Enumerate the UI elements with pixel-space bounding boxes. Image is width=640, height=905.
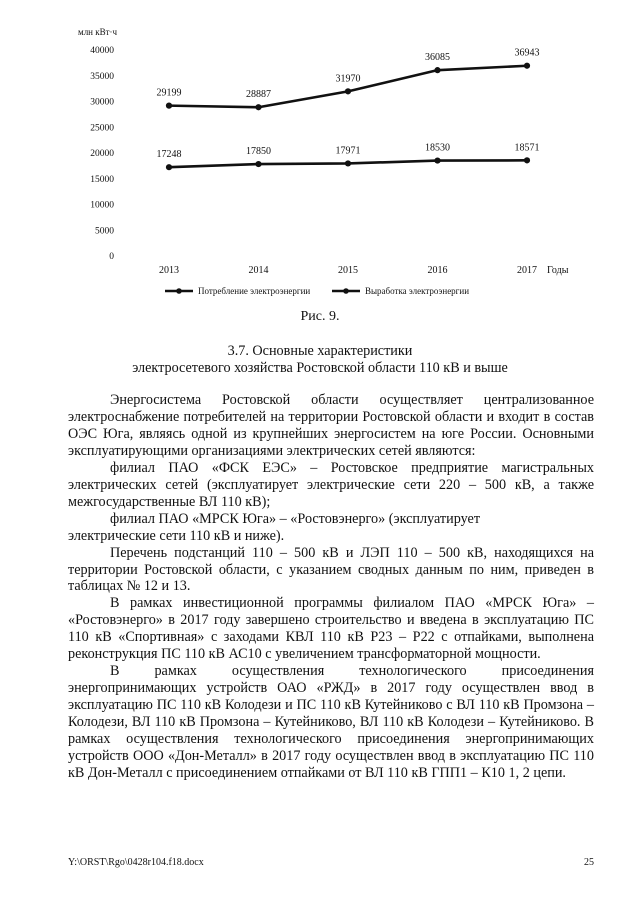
y-tick-label: 15000 [90, 174, 114, 185]
x-tick-label: 2016 [427, 265, 448, 276]
data-point [345, 88, 351, 94]
legend [165, 286, 469, 296]
series-line [169, 66, 527, 107]
data-point [434, 67, 440, 73]
x-tick-label: 2017 [517, 265, 537, 276]
x-tick-label: 2013 [159, 265, 179, 276]
legend-entry-label: Выработка электроэнергии [365, 286, 470, 296]
x-tick-label: 2015 [338, 265, 358, 276]
legend-swatch-marker [176, 288, 182, 294]
body-text [68, 392, 594, 782]
data-point [166, 164, 172, 170]
footer-file-path: Y:\ORST\Rgo\0428r104.f18.docx [68, 857, 204, 868]
data-label: 18571 [514, 142, 540, 154]
data-point [255, 161, 261, 167]
paragraph-energy-system: Энергосистема Ростовской области осуществляет централизованное электроснабжение потребителей на территории Ростовской области и входит в состав ОЭС Юга, являясь одной из крупнейших энергосистем на юге России. Основными эксплуатирующими организациями электрических сетей являются: [68, 392, 594, 459]
series-layer [157, 48, 540, 171]
y-tick-label: 35000 [90, 71, 114, 82]
data-label: 18530 [425, 142, 450, 154]
data-point [345, 160, 351, 166]
x-axis-label: Годы [547, 265, 569, 276]
data-point [434, 157, 440, 163]
y-axis-ticks [90, 46, 114, 262]
page-number: 25 [584, 857, 594, 868]
y-tick-label: 0 [109, 252, 114, 262]
section-heading-line-2: электросетевого хозяйства Ростовской области 110 кВ и выше [132, 360, 508, 376]
y-tick-label: 25000 [90, 123, 114, 134]
data-label: 31970 [335, 73, 361, 85]
x-tick-label: 2014 [248, 265, 269, 276]
data-point [524, 157, 530, 163]
data-label: 17971 [335, 145, 361, 157]
legend-swatch-marker [343, 288, 349, 294]
paragraph-mrsk-branch-line-2: электрические сети 110 кВ и ниже). [68, 527, 285, 544]
data-label: 36085 [425, 52, 450, 64]
data-label: 17248 [156, 149, 182, 161]
paragraph-fsk-branch: филиал ПАО «ФСК ЕЭС» – Ростовское предприятие магистральных электрических сетей (эксплуатирует электрические сети 220 – 500 кВ, а также межгосударственные ВЛ 110 кВ); [68, 459, 594, 510]
paragraph-technological-connection: В рамках осуществления технологического присоединения энергопринимающих устройств ОАО «РЖД» в 2017 году осуществлен ввод в эксплуатацию ПС 110 кВ Колодези и ПС 110 кВ Кутейниково с ВЛ 110 кВ Промзона – Колодези, ВЛ 110 кВ Промзона – Кутейниково, ВЛ 110 кВ Колодези – Кутейниково. В рамках осуществления технологического присоединения энергопринимающих устройств ООО «Дон-Металл» в 2017 году осуществлен ввод в эксплуатацию ПС 110 кВ Дон-Металл с присоединением отпайками от ВЛ 110 кВ ГПП1 – К10 1, 2 цепи. [68, 663, 594, 781]
data-label: 28887 [246, 89, 271, 101]
data-label: 36943 [514, 47, 540, 59]
figure-caption: Рис. 9. [300, 309, 340, 324]
section-heading [80, 343, 560, 377]
y-tick-label: 20000 [90, 149, 114, 159]
paragraph-substations-list: Перечень подстанций 110 – 500 кВ и ЛЭП 110 – 500 кВ, находящихся на территории Ростовской области, с указанием сводных данным по ним, приведен в таблицах № 12 и 13. [68, 544, 594, 595]
data-point [524, 63, 530, 69]
data-label: 17850 [246, 146, 271, 158]
paragraph-mrsk-branch-line-1: филиал ПАО «МРСК Юга» – «Ростовэнерго» (эксплуатирует [110, 510, 481, 527]
section-heading-line-1: 3.7. Основные характеристики [227, 343, 413, 359]
legend-entry-label: Потребление электроэнергии [198, 286, 311, 296]
x-axis-ticks [159, 265, 537, 276]
y-tick-label: 10000 [90, 200, 114, 211]
data-label: 29199 [156, 87, 182, 99]
paragraph-investment-program: В рамках инвестиционной программы филиалом ПАО «МРСК Юга» – «Ростовэнерго» в 2017 году завершено строительство и введена в эксплуатацию ПС 110 кВ «Спортивная» с заходами КВЛ 110 кВ Р23 – Р22 с отпайками, выполнена реконструкция ПС 110 кВ АС10 с увеличением трансформаторной мощности. [68, 595, 594, 663]
y-tick-label: 30000 [90, 97, 114, 108]
data-point [166, 103, 172, 109]
data-point [255, 104, 261, 110]
line-chart [0, 0, 640, 300]
y-axis-unit-label: млн кВт·ч [78, 27, 118, 37]
y-tick-label: 5000 [95, 226, 114, 237]
y-tick-label: 40000 [90, 46, 114, 56]
